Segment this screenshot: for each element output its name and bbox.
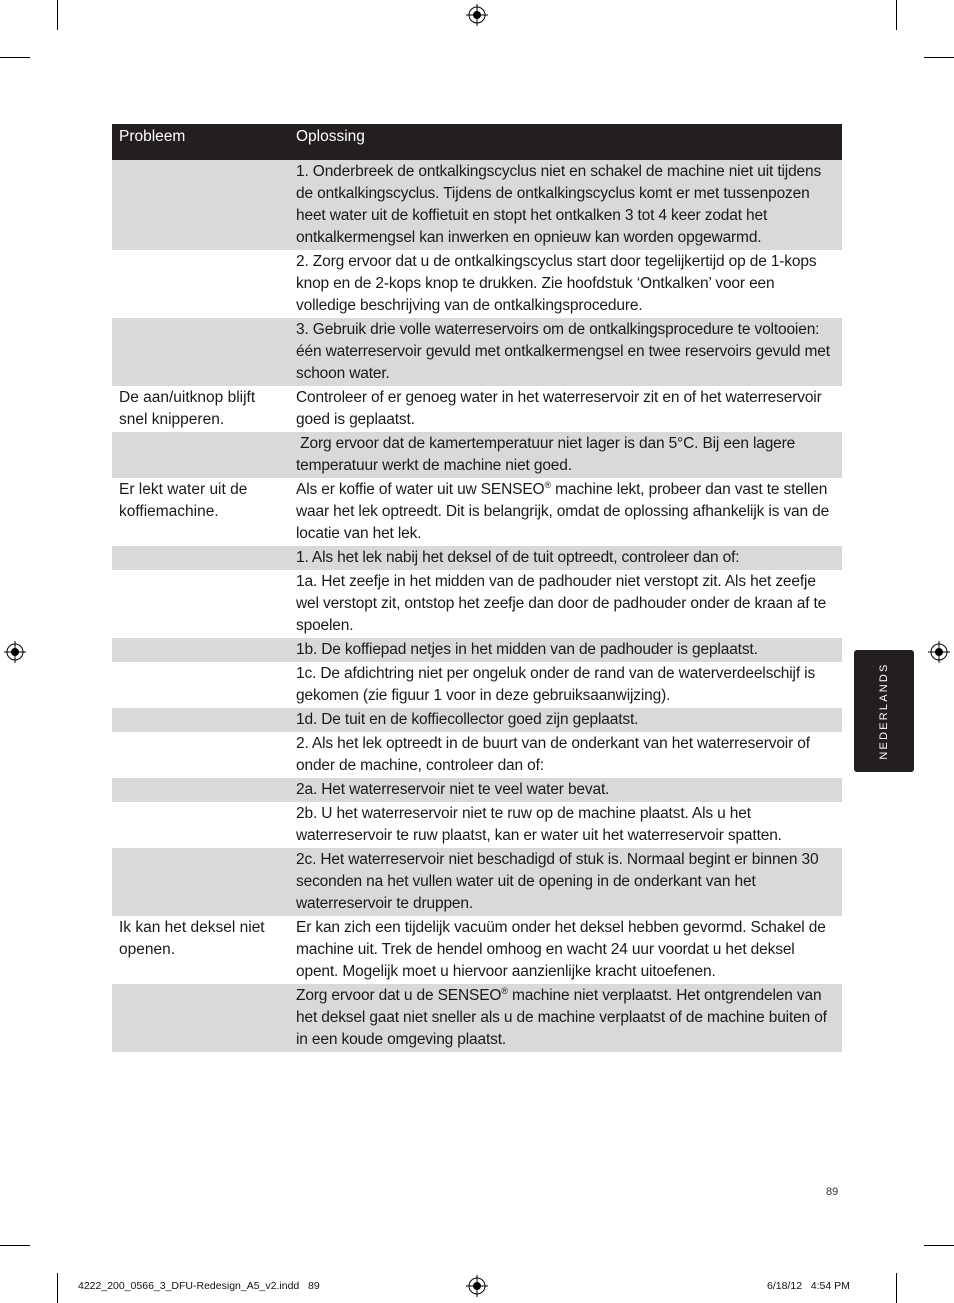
registration-mark-icon <box>466 4 488 26</box>
problem-cell <box>112 432 289 478</box>
table-row <box>112 432 842 478</box>
solution-cell: 1c. De afdichtring niet per ongeluk onder de rand van de waterverdeelschijf is gekomen (zie figuur 1 voor in deze gebruiksaanwijzing). <box>296 665 816 704</box>
table-row <box>112 318 842 386</box>
problem-cell <box>112 318 289 386</box>
solution-text: machine lekt, probeer dan vast te stellen waar het lek optreedt. Dit is belangrijk, omdat de oplossing afhankelijk is van de locatie van het lek. <box>296 481 830 542</box>
crop-mark <box>924 57 954 58</box>
table-row <box>112 984 842 1052</box>
troubleshooting-table <box>112 124 842 1052</box>
problem-cell <box>112 250 289 318</box>
crop-mark <box>896 0 897 30</box>
problem-cell <box>112 546 289 570</box>
crop-mark <box>896 1273 897 1303</box>
registration-mark-icon <box>928 641 950 663</box>
table-row <box>112 778 842 802</box>
crop-mark <box>924 1245 954 1246</box>
solution-cell: 2a. Het waterreservoir niet te veel water bevat. <box>296 781 610 798</box>
problem-cell <box>112 662 289 708</box>
solution-cell: Controleer of er genoeg water in het waterreservoir zit en of het waterreservoir goed is geplaatst. <box>296 389 822 428</box>
crop-mark <box>57 1273 58 1303</box>
registered-mark: ® <box>501 985 508 996</box>
header-problem: Probleem <box>119 128 186 145</box>
solution-cell: 1. Onderbreek de ontkalkingscyclus niet en schakel de machine niet uit tijdens de ontkalkingscyclus. Tijdens de ontkalkingscyclus komt er met tussenpozen heet water uit de koffietuit en stopt het ontkalken 3 tot 4 keer zodat het ontkalkermengsel kan inwerken en opnieuw kan worden opgewarmd. <box>296 163 822 246</box>
table-row <box>112 708 842 732</box>
table-row <box>112 546 842 570</box>
table-row <box>112 916 842 984</box>
table-header <box>112 124 842 160</box>
solution-cell: 2c. Het waterreservoir niet beschadigd of stuk is. Normaal begint er binnen 30 seconden na het vullen water uit de opening in de onderkant van het waterreservoir te druppen. <box>296 851 819 912</box>
header-solution: Oplossing <box>296 128 365 145</box>
solution-cell: 2. Als het lek optreedt in de buurt van de onderkant van het waterreservoir of onder de machine, controleer dan of: <box>296 735 810 774</box>
table-row <box>112 250 842 318</box>
table-row <box>112 802 842 848</box>
table-row <box>112 478 842 546</box>
solution-text: Als er koffie of water uit uw SENSEO <box>296 481 545 498</box>
table-row <box>112 638 842 662</box>
solution-cell: Er kan zich een tijdelijk vacuüm onder het deksel hebben gevormd. Schakel de machine uit. Trek de hendel omhoog en wacht 24 uur voordat u het deksel opent. Mogelijk moet u hiervoor aanzienlijke kracht uitoefenen. <box>296 919 826 980</box>
solution-cell <box>289 478 842 546</box>
solution-cell <box>289 984 842 1052</box>
solution-cell: 3. Gebruik drie volle waterreservoirs om de ontkalkingsprocedure te voltooien: één waterreservoir gevuld met ontkalkermengsel en twee reservoirs gevuld met schoon water. <box>296 321 830 382</box>
crop-mark <box>57 0 58 30</box>
table-row <box>112 732 842 778</box>
language-tab <box>854 650 914 772</box>
footer-file-name: 4222_200_0566_3_DFU-Redesign_A5_v2.indd 89 <box>78 1280 320 1292</box>
problem-cell <box>112 732 289 778</box>
table-row <box>112 662 842 708</box>
problem-cell <box>112 984 289 1052</box>
problem-cell <box>112 570 289 638</box>
problem-cell <box>112 638 289 662</box>
registered-mark: ® <box>544 479 551 490</box>
language-tab-label: NEDERLANDS <box>878 662 890 760</box>
crop-mark <box>0 1245 30 1246</box>
registration-mark-icon <box>466 1275 488 1297</box>
solution-cell: 1a. Het zeefje in het midden van de padhouder niet verstopt zit. Als het zeefje wel verstopt zit, ontstop het zeefje dan door de padhouder onder de kraan af te spoelen. <box>296 573 827 634</box>
problem-cell: Er lekt water uit de koffiemachine. <box>119 481 248 520</box>
problem-cell <box>112 778 289 802</box>
table-row <box>112 386 842 432</box>
problem-cell: De aan/uitknop blijft snel knipperen. <box>119 389 256 428</box>
table-row <box>112 160 842 250</box>
table-row <box>112 848 842 916</box>
page-number: 89 <box>826 1186 839 1198</box>
registration-mark-icon <box>4 641 26 663</box>
solution-cell: 1. Als het lek nabij het deksel of de tuit optreedt, controleer dan of: <box>296 549 740 566</box>
solution-text: Zorg ervoor dat u de SENSEO <box>296 987 502 1004</box>
solution-cell: 2b. U het waterreservoir niet te ruw op de machine plaatst. Als u het waterreservoir te ruw plaatst, kan er water uit het waterreservoir spatten. <box>296 805 782 844</box>
problem-cell <box>112 708 289 732</box>
crop-mark <box>0 57 30 58</box>
solution-text: machine niet verplaatst. Het ontgrendelen van het deksel gaat niet sneller als u de machine verplaatst of de machine buiten of in een koude omgeving plaatst. <box>296 987 827 1048</box>
footer-timestamp: 6/18/12 4:54 PM <box>767 1280 850 1292</box>
solution-cell: 1d. De tuit en de koffiecollector goed zijn geplaatst. <box>296 711 639 728</box>
solution-cell: 1b. De koffiepad netjes in het midden van de padhouder is geplaatst. <box>296 641 758 658</box>
solution-cell: Zorg ervoor dat de kamertemperatuur niet lager is dan 5°C. Bij een lagere temperatuur werkt de machine niet goed. <box>296 435 800 474</box>
problem-cell: Ik kan het deksel niet openen. <box>119 919 265 958</box>
problem-cell <box>112 160 289 250</box>
solution-cell: 2. Zorg ervoor dat u de ontkalkingscyclus start door tegelijkertijd op de 1-kops knop en de 2-kops knop te drukken. Zie hoofdstuk ‘Ontkalken’ voor een volledige beschrijving van de ontkalkingsprocedure. <box>296 253 817 314</box>
table-row <box>112 570 842 638</box>
problem-cell <box>112 848 289 916</box>
problem-cell <box>112 802 289 848</box>
